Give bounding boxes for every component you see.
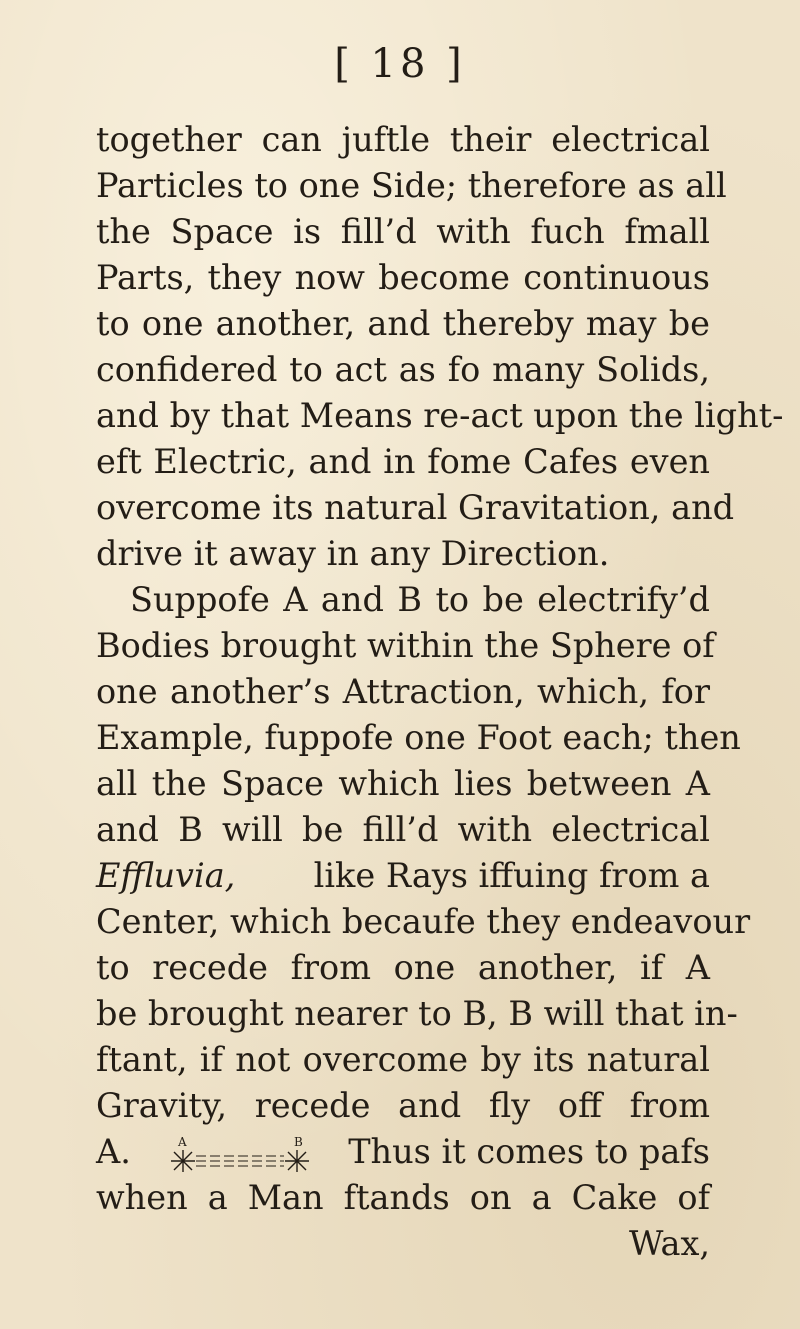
text-line-17: [96, 854, 710, 898]
text-line-20: be brought nearer to B, B will that in-: [96, 994, 738, 1033]
text-line-8: eft Electric, and in fome Cafes even: [96, 442, 710, 481]
text-line-17-rest: like Rays iffuing from a: [313, 856, 710, 895]
body-b-icon: [285, 1150, 309, 1172]
text-line-23-start: A.: [96, 1132, 131, 1171]
figure-label-b: B: [293, 1135, 303, 1149]
text-line-10: drive it away in any Direction.: [96, 534, 610, 573]
text-line-24: when a Man ftands on a Cake of: [96, 1178, 710, 1217]
text-line-6: confidered to act as fo many Solids,: [96, 350, 710, 389]
effluvia-rays: [196, 1156, 284, 1166]
text-line-22: Gravity, recede and fly off from: [96, 1086, 710, 1125]
text-line-3: the Space is fill’d with fuch fmall: [96, 212, 710, 251]
text-line-13: one another’s Attraction, which, for: [96, 672, 710, 711]
electrified-bodies-figure: [160, 1134, 320, 1174]
text-line-15: all the Space which lies between A: [96, 764, 710, 803]
text-line-12: Bodies brought within the Sphere of: [96, 626, 715, 665]
text-line-21: ftant, if not overcome by its natural: [96, 1040, 710, 1079]
text-line-11: Suppofe A and B to be electrify’d: [130, 580, 710, 619]
text-line-18: Center, which becaufe they endeavour: [96, 902, 751, 941]
catchword: Wax,: [628, 1224, 710, 1263]
page-number: [ 18 ]: [334, 41, 466, 87]
text-line-23: [96, 1130, 710, 1174]
text-line-1: together can juftle their electrical: [96, 120, 710, 159]
text-line-9: overcome its natural Gravitation, and: [96, 488, 735, 527]
figure-svg: [160, 1134, 320, 1174]
text-line-23-end: Thus it comes to pafs: [348, 1132, 710, 1171]
text-line-14: Example, fuppofe one Foot each; then: [96, 718, 741, 757]
text-line-4: Parts, they now become continuous: [96, 258, 710, 297]
body-a-icon: [171, 1150, 195, 1172]
text-line-2: Particles to one Side; therefore as all: [96, 166, 727, 205]
text-line-7: and by that Means re-act upon the light-: [96, 396, 784, 435]
text-line-16: and B will be fill’d with electrical: [96, 810, 710, 849]
figure-label-a: A: [177, 1135, 187, 1149]
text-line-19: to recede from one another, if A: [96, 948, 710, 987]
text-line-5: to one another, and thereby may be: [96, 304, 710, 343]
effluvia-word: Effluvia,: [96, 856, 236, 895]
